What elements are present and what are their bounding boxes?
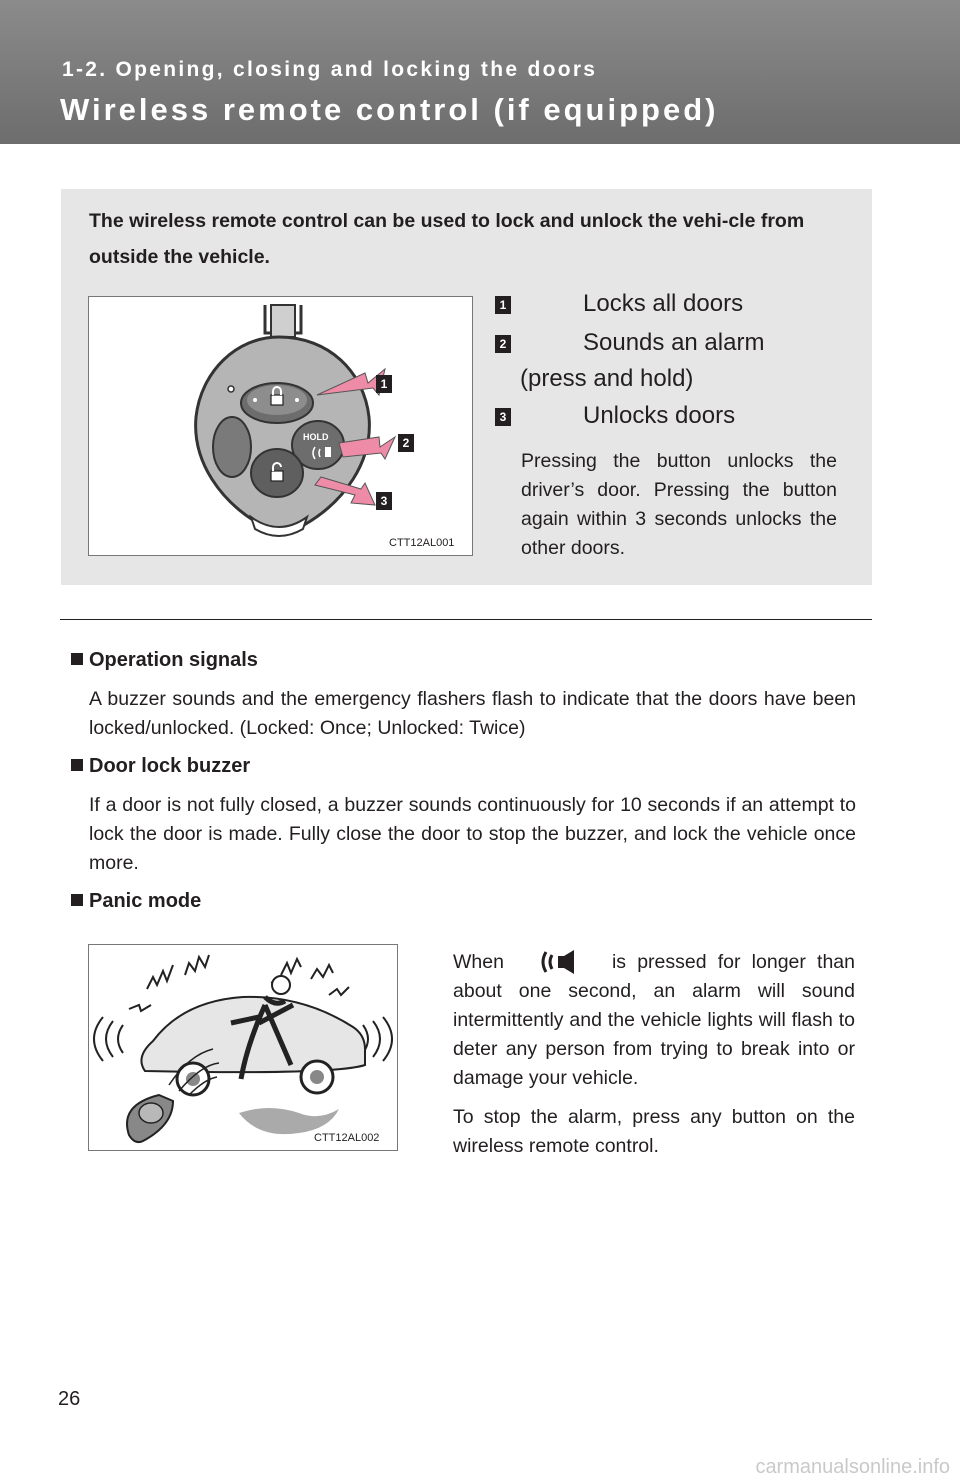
heading-operation-signals bbox=[71, 649, 258, 672]
divider bbox=[60, 619, 872, 620]
page-header bbox=[0, 0, 960, 144]
panic-description bbox=[453, 948, 855, 1093]
panic-after-icon: is pressed for longer than about one second, an alarm will sound intermittently and the vehicle lights will flash to deter any person from trying to break into or damage your vehicle. bbox=[453, 951, 855, 1089]
heading-door-lock-buzzer bbox=[71, 755, 250, 778]
bullet-square-icon bbox=[71, 653, 83, 665]
heading-text: Operation signals bbox=[89, 649, 258, 671]
item-number-2: 2 bbox=[495, 335, 511, 353]
remote-figure bbox=[88, 296, 473, 556]
section-title: 1-2. Opening, closing and locking the doors bbox=[62, 58, 598, 81]
heading-panic-mode bbox=[71, 890, 201, 913]
bullet-square-icon bbox=[71, 894, 83, 906]
panic-figure bbox=[88, 944, 398, 1151]
item-label-3: Unlocks doors bbox=[583, 402, 736, 429]
heading-text: Door lock buzzer bbox=[89, 755, 251, 777]
panic-stop: To stop the alarm, press any button on the wireless remote control. bbox=[453, 1106, 855, 1157]
watermark: carmanualsonline.info bbox=[755, 1456, 950, 1478]
panic-text bbox=[453, 948, 855, 1171]
hold-label: HOLD bbox=[303, 432, 329, 442]
figure-code: CTT12AL001 bbox=[389, 537, 455, 549]
item-number-1: 1 bbox=[495, 296, 511, 314]
remote-key-illustration bbox=[89, 297, 472, 555]
page-number: 26 bbox=[58, 1388, 81, 1410]
bullet-square-icon bbox=[71, 759, 83, 771]
panic-alarm-illustration bbox=[89, 945, 397, 1150]
item-number-3: 3 bbox=[495, 408, 511, 426]
callout-number-3: 3 bbox=[376, 492, 392, 510]
item-label-2: Sounds an alarm bbox=[583, 329, 765, 356]
alarm-button-icon bbox=[534, 949, 582, 975]
heading-text: Panic mode bbox=[89, 890, 202, 912]
paragraph-door-lock-buzzer: If a door is not fully closed, a buzzer sounds continuously for 10 seconds if an attempt to lock the door is made. Fully close the door to stop the buzzer, and lock the vehicle once more. bbox=[89, 794, 856, 874]
figure-code: CTT12AL002 bbox=[314, 1132, 380, 1144]
unlock-note: Pressing the button unlocks the driver’s door. Pressing the button again within 3 seconds unlocks the other doors. bbox=[521, 450, 837, 559]
item-label-1: Locks all doors bbox=[583, 290, 744, 317]
page-title: Wireless remote control (if equipped) bbox=[60, 92, 719, 127]
callout-number-1: 1 bbox=[376, 375, 392, 393]
callout-number-2: 2 bbox=[398, 434, 414, 452]
paragraph-operation-signals: A buzzer sounds and the emergency flashers flash to indicate that the doors have been locked/unlocked. (Locked: Once; Unlocked: Twice) bbox=[89, 688, 856, 739]
intro-text: The wireless remote control can be used to lock and unlock the vehi-cle from outside the vehicle. bbox=[89, 210, 805, 268]
item-sublabel-2: (press and hold) bbox=[520, 365, 694, 392]
intro-box bbox=[61, 189, 872, 585]
panic-when: When bbox=[453, 951, 504, 973]
